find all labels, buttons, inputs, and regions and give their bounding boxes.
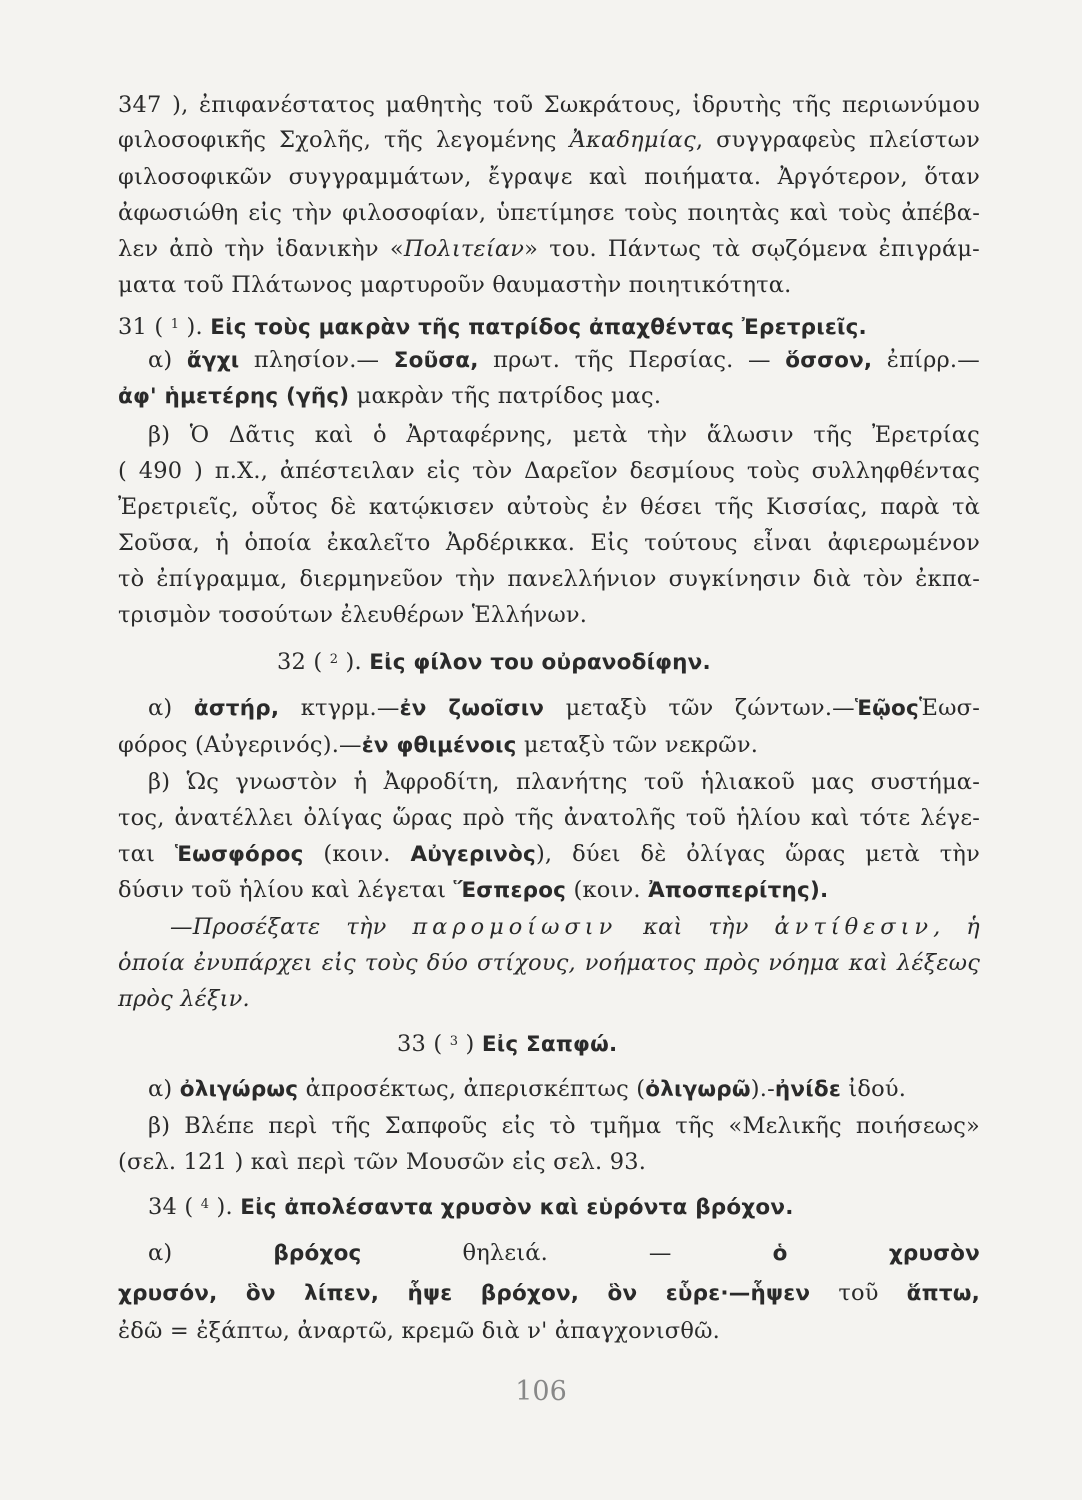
text-line: τὸ ἐπίγραμμα, διερμηνεῦον τὴν πανελλήνιον συγκίνησιν διὰ τὸν ἐκπα-	[118, 566, 980, 592]
text-line: ται Ἑωσφόρος (κοιν. Αὐγερινὸς), δύει δὲ ὀλίγας ὥρας μετὰ τὴν	[118, 841, 980, 867]
text-line: α) ὀλιγώρως ἀπροσέκτως, ἀπερισκέπτως (ὀλιγωρῶ).-ἠνίδε ἰδού.	[148, 1076, 907, 1102]
text-line: β) Βλέπε περὶ τῆς Σαπφοῦς εἰς τὸ τμῆμα τῆς «Μελικῆς ποιήσεως»	[148, 1113, 980, 1139]
text-line: τρισμὸν τοσούτων ἐλευθέρων Ἑλλήνων.	[118, 602, 588, 628]
note-heading-34: 34 ( $^4$ ). Εἰς ἀπολέσαντα χρυσὸν καὶ εὑρόντα βρόχον.	[148, 1194, 794, 1220]
text-line: ὁποία ἐνυπάρχει εἰς τοὺς δύο στίχους, νοήματος πρὸς νόημα καὶ λέξεως	[118, 950, 980, 976]
text-line: (σελ. 121 ) καὶ περὶ τῶν Μουσῶν εἰς σελ. 93.	[118, 1149, 647, 1175]
text-line: φιλοσοφικῆς Σχολῆς, τῆς λεγομένης Ἀκαδημίας, συγγραφεὺς πλείστων	[118, 127, 980, 153]
text-line: —Προσέξατε τὴν παρομοίωσιν καὶ τὴν ἀντίθεσιν, ἡ	[170, 914, 980, 940]
text-line: α) ἄγχι πλησίον.— Σοῦσα, πρωτ. τῆς Περσίας. — ὅσσον, ἐπίρρ.—	[148, 347, 980, 373]
page-number: 106	[515, 1376, 567, 1407]
text-line: α) ἀστήρ, κτγρμ.—ἐν ζωοῖσιν μεταξὺ τῶν ζώντων.—ἙῷοςἙωσ-	[148, 695, 981, 721]
text-line: α) βρόχος θηλειά. — ὁ χρυσὸν	[148, 1240, 980, 1266]
text-line: λεν ἀπὸ τὴν ἰδανικὴν «Πολιτείαν» του. Πάντως τὰ σῳζόμενα ἐπιγράμ-	[118, 236, 980, 262]
text-line: τος, ἀνατέλλει ὀλίγας ὥρας πρὸ τῆς ἀνατολῆς τοῦ ἡλίου καὶ τότε λέγε-	[118, 805, 980, 831]
text-line: 347 ), ἐπιφανέστατος μαθητὴς τοῦ Σωκράτους, ἱδρυτὴς τῆς περιωνύμου	[118, 92, 980, 118]
text-line: φόρος (Αὐγερινός).—ἐν φθιμένοις μεταξὺ τῶν νεκρῶν.	[118, 732, 759, 758]
text-line: β) Ὁ Δᾶτις καὶ ὁ Ἀρταφέρνης, μετὰ τὴν ἅλωσιν τῆς Ἐρετρίας	[148, 422, 980, 448]
text-line: ματα τοῦ Πλάτωνος μαρτυροῦν θαυμαστὴν ποιητικότητα.	[118, 272, 792, 298]
text-line: β) Ὡς γνωστὸν ἡ Ἀφροδίτη, πλανήτης τοῦ ἡλιακοῦ μας συστήμα-	[148, 769, 980, 795]
text-line: ( 490 ) π.Χ., ἀπέστειλαν εἰς τὸν Δαρεῖον δεσμίους τοὺς συλληφθέντας	[118, 458, 980, 484]
text-line: Σοῦσα, ἡ ὁποία ἐκαλεῖτο Ἀρδέρικκα. Εἰς τούτους εἶναι ἀφιερωμένον	[118, 530, 980, 556]
text-line: δύσιν τοῦ ἡλίου καὶ λέγεται Ἕσπερος (κοιν. Ἀποσπερίτης).	[118, 877, 829, 903]
note-heading-32: 32 ( $^2$ ). Εἰς φίλον του οὐρανοδίφην.	[277, 649, 711, 675]
text-line: χρυσόν, ὃν λίπεν, ἧψε βρόχον, ὃν εὗρε·—ἧψεν τοῦ ἅπτω,	[118, 1280, 980, 1306]
text-line: Ἐρετριεῖς, οὗτος δὲ κατῴκισεν αὐτοὺς ἐν θέσει τῆς Κισσίας, παρὰ τὰ	[118, 494, 980, 520]
text-line: ἐδῶ = ἐξάπτω, ἀναρτῶ, κρεμῶ διὰ ν' ἀπαγχονισθῶ.	[118, 1318, 720, 1344]
text-line: φιλοσοφικῶν συγγραμμάτων, ἔγραψε καὶ ποιήματα. Ἀργότερον, ὅταν	[118, 164, 980, 190]
note-heading-33: 33 ( $^3$ ) Εἰς Σαπφώ.	[397, 1031, 618, 1057]
text-line: ἀφ' ἡμετέρης (γῆς) μακρὰν τῆς πατρίδος μας.	[118, 383, 662, 409]
text-line: ἀφωσιώθη εἰς τὴν φιλοσοφίαν, ὑπετίμησε τοὺς ποιητὰς καὶ τοὺς ἀπέβα-	[118, 200, 980, 226]
note-heading-31: 31 ( $^1$ ). Εἰς τοὺς μακρὰν τῆς πατρίδος ἀπαχθέντας Ἐρετριεῖς.	[118, 314, 867, 340]
text-line: πρὸς λέξιν.	[118, 986, 250, 1012]
